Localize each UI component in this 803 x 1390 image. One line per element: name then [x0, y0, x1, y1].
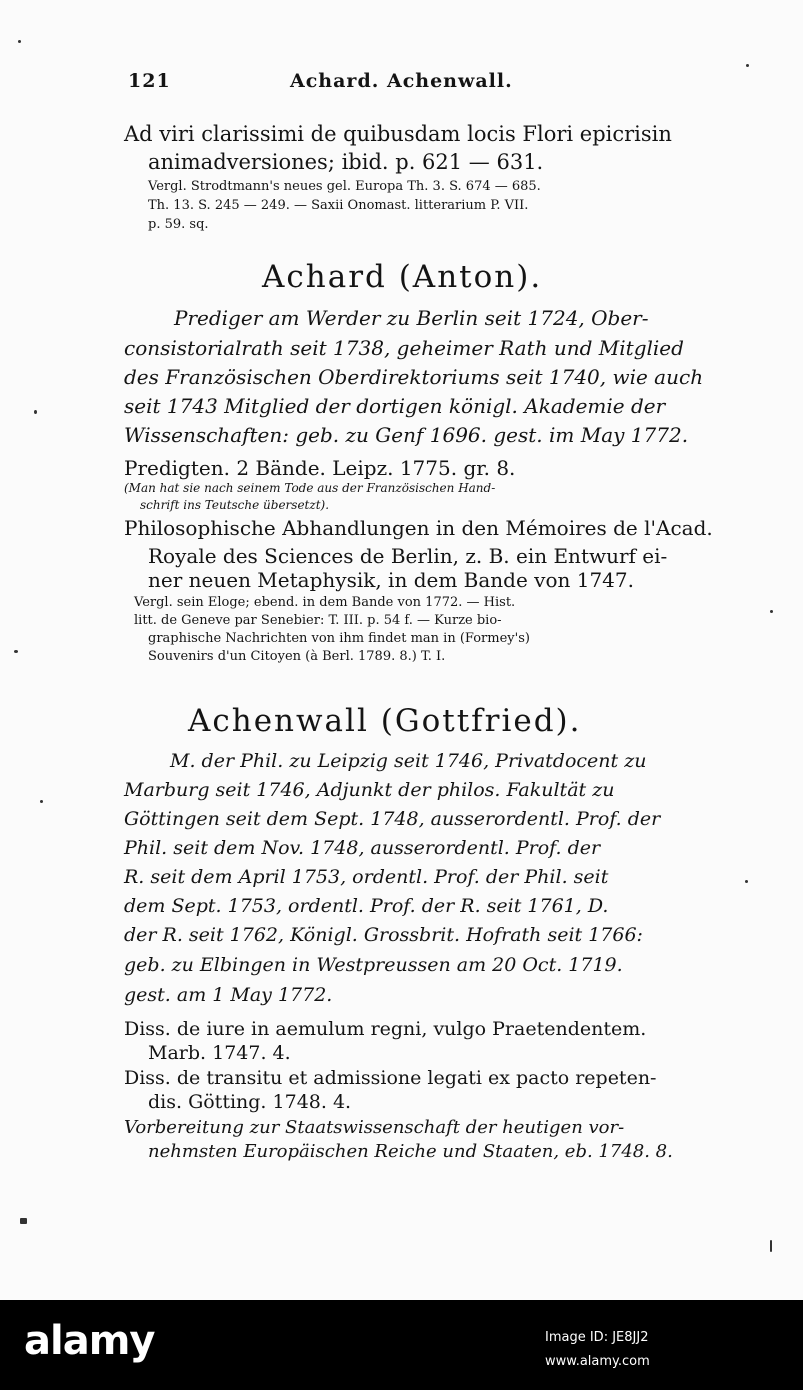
- bio-line: geb. zu Elbingen in Westpreussen am 20 Oct. 1719.: [124, 954, 623, 976]
- note-line: (Man hat sie nach seinem Tode aus der Französischen Hand-: [124, 481, 496, 495]
- works-line: nehmsten Europäischen Reiche und Staaten, eb. 1748. 8.: [148, 1141, 673, 1162]
- bio-line: gest. am 1 May 1772.: [124, 984, 333, 1006]
- works-line: Marb. 1747. 4.: [148, 1042, 291, 1064]
- bio-line: Marburg seit 1746, Adjunkt der philos. Fakultät zu: [124, 779, 615, 801]
- reference-line: Vergl. Strodtmann's neues gel. Europa Th. 3. S. 674 — 685.: [148, 179, 541, 194]
- bio-line: des Französischen Oberdirektoriums seit 1740, wie auch: [124, 365, 704, 389]
- scan-speck: [14, 650, 18, 653]
- bio-line: M. der Phil. zu Leipzig seit 1746, Privatdocent zu: [170, 750, 647, 772]
- bio-line: Phil. seit dem Nov. 1748, ausserordentl. Prof. der: [124, 837, 601, 859]
- bio-line: dem Sept. 1753, ordentl. Prof. der R. seit 1761, D.: [124, 895, 609, 917]
- scan-speck: [770, 1240, 772, 1252]
- reference-line: graphische Nachrichten von ihm findet man in (Formey's): [148, 631, 530, 646]
- watermark-image-id: Image ID: JE8JJ2: [545, 1330, 649, 1345]
- bio-line: der R. seit 1762, Königl. Grossbrit. Hofrath seit 1766:: [124, 924, 643, 946]
- watermark-logo: alamy: [24, 1318, 155, 1364]
- works-line: Royale des Sciences de Berlin, z. B. ein Entwurf ei-: [148, 544, 668, 568]
- works-line: Vorbereitung zur Staatswissenschaft der heutigen vor-: [124, 1117, 625, 1138]
- scan-speck: [40, 800, 43, 803]
- reference-line: Th. 13. S. 245 — 249. — Saxii Onomast. litterarium P. VII.: [148, 198, 529, 213]
- reference-line: p. 59. sq.: [148, 217, 209, 232]
- works-line: Predigten. 2 Bände. Leipz. 1775. gr. 8.: [124, 456, 516, 480]
- entry-heading-achard: Achard (Anton).: [262, 259, 543, 295]
- bio-line: R. seit dem April 1753, ordentl. Prof. der Phil. seit: [124, 866, 609, 888]
- note-line: schrift ins Teutsche übersetzt).: [140, 498, 330, 512]
- bio-line: Göttingen seit dem Sept. 1748, ausserordentl. Prof. der: [124, 808, 661, 830]
- scan-speck: [34, 410, 37, 414]
- scan-speck: [745, 880, 748, 883]
- text-line: animadversiones; ibid. p. 621 — 631.: [148, 150, 544, 174]
- works-line: dis. Götting. 1748. 4.: [148, 1091, 352, 1113]
- works-line: Philosophische Abhandlungen in den Mémoires de l'Acad.: [124, 516, 713, 540]
- bio-line: Wissenschaften: geb. zu Genf 1696. gest. im May 1772.: [124, 423, 689, 447]
- bio-line: consistorialrath seit 1738, geheimer Rath und Mitglied: [124, 336, 684, 360]
- scan-speck: [20, 1218, 27, 1224]
- page-number: 121: [128, 70, 171, 92]
- works-line: Diss. de transitu et admissione legati ex pacto repeten-: [124, 1067, 657, 1089]
- scan-speck: [18, 40, 21, 43]
- scan-speck: [746, 64, 749, 67]
- reference-line: litt. de Geneve par Senebier: T. III. p. 54 f. — Kurze bio-: [134, 613, 502, 628]
- works-line: Diss. de iure in aemulum regni, vulgo Praetendentem.: [124, 1018, 647, 1040]
- reference-line: Vergl. sein Eloge; ebend. in dem Bande von 1772. — Hist.: [134, 595, 516, 610]
- running-head-title: Achard. Achenwall.: [290, 70, 513, 92]
- bio-line: Prediger am Werder zu Berlin seit 1724, Ober-: [174, 306, 649, 330]
- reference-line: Souvenirs d'un Citoyen (à Berl. 1789. 8.) T. I.: [148, 649, 446, 664]
- works-line: ner neuen Metaphysik, in dem Bande von 1747.: [148, 568, 634, 592]
- scan-speck: [770, 610, 773, 613]
- bio-line: seit 1743 Mitglied der dortigen königl. Akademie der: [124, 394, 666, 418]
- entry-heading-achenwall: Achenwall (Gottfried).: [188, 703, 582, 739]
- watermark-site: www.alamy.com: [545, 1354, 650, 1369]
- text-line: Ad viri clarissimi de quibusdam locis Flori epicrisin: [124, 122, 672, 146]
